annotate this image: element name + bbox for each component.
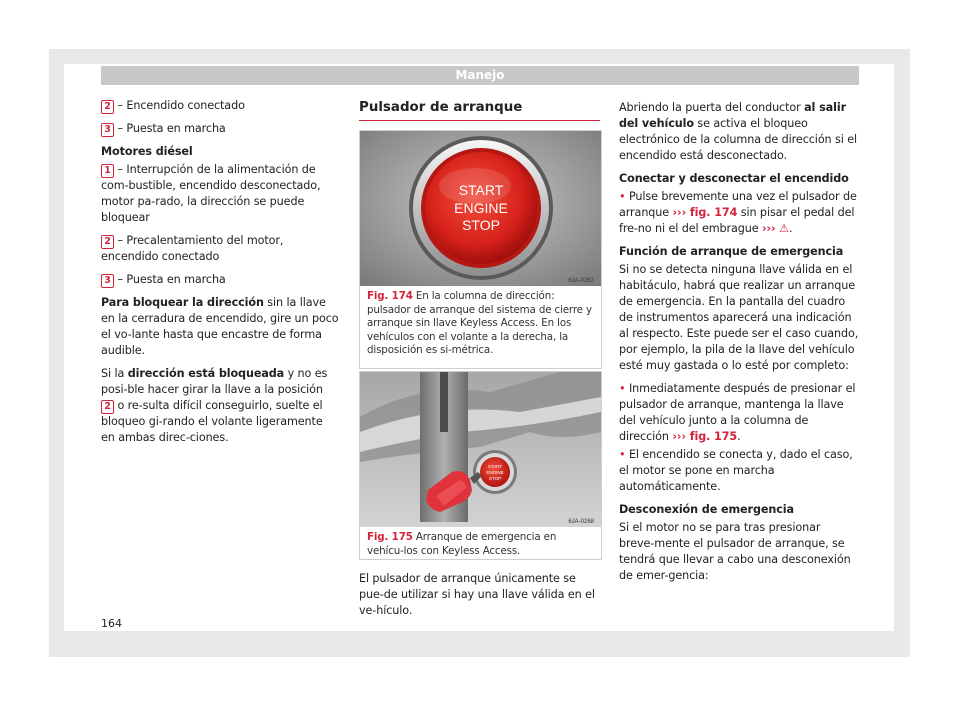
step-number-badge: 1 — [101, 164, 114, 178]
figure-174 — [359, 130, 602, 369]
page-number: 164 — [101, 617, 122, 630]
button-text-engine: ENGINE — [454, 200, 508, 216]
paragraph-text: y no es posi-ble hacer girar la llave a la posición — [101, 367, 328, 396]
figure-175 — [359, 371, 602, 560]
section-header: Manejo — [101, 66, 859, 85]
diesel-heading: Motores diésel — [101, 145, 193, 158]
subheading: Desconexión de emergencia — [619, 503, 794, 516]
list-item-text: El encendido se conecta y, dado el caso, el motor se pone en marcha automáticamente. — [619, 448, 853, 493]
bold-term: Para bloquear la dirección — [101, 296, 264, 309]
paragraph-text: Abriendo la puerta del conductor — [619, 101, 805, 114]
figure-code: 6JA-0267 — [568, 278, 594, 284]
paragraph-text: se activa el bloqueo electrónico de la columna de dirección si el encendido está desconectado. — [619, 117, 857, 162]
reference-arrows-icon: ››› — [762, 222, 776, 235]
paragraph-text: Si la — [101, 367, 128, 380]
list-item-text: Inmediatamente después de presionar el pulsador de arranque, mantenga la llave del vehículo junto a la columna de dirección — [619, 382, 856, 443]
button-text-stop: STOP — [488, 476, 502, 481]
figure-caption-text: Arranque de emergencia en vehícu-los con Keyless Access. — [367, 531, 557, 557]
list-item-text: – Puesta en marcha — [114, 273, 226, 286]
button-text-stop: STOP — [462, 217, 500, 233]
section-title: Pulsador de arranque — [359, 100, 600, 121]
reference-arrows-icon: ››› — [672, 206, 687, 219]
bold-term: al salir del vehículo — [619, 101, 846, 130]
figure-caption — [367, 290, 595, 358]
paragraph: El pulsador de arranque únicamente se pue-de utilizar si hay una llave válida en el ve-hículo. — [359, 572, 595, 617]
step-number-badge: 2 — [101, 235, 114, 249]
subheading: Conectar y desconectar el encendido — [619, 172, 849, 185]
list-item-text: – Encendido conectado — [114, 99, 245, 112]
bullet-icon: • — [619, 448, 629, 461]
list-item-text: – Interrupción de la alimentación de com-bustible, encendido desconectado, motor pa-rado, la dirección se puede bloquear — [101, 163, 321, 224]
button-text-start: START — [458, 182, 504, 198]
figure-code: 6JA-0268 — [568, 519, 594, 525]
list-item: • Pulse brevemente una vez el pulsador de arranque ››› fig. 174 sin pisar el pedal del fre-no ni el del embrague ››› ⚠. — [619, 190, 857, 235]
bullet-icon: • — [619, 190, 629, 203]
bold-term: dirección está bloqueada — [127, 367, 285, 380]
figure-reference-link[interactable]: fig. 174 — [686, 206, 738, 219]
paragraph-text: o re-sulta difícil conseguirlo, suelte el bloqueo gi-rando el volante ligeramente en ambas direc-ciones. — [101, 399, 323, 444]
step-number-badge: 2 — [101, 400, 114, 414]
list-item-text: Pulse brevemente una vez el pulsador de arranque — [619, 190, 857, 219]
emergency-start-image — [360, 372, 601, 527]
figure-label: Fig. 175 — [367, 531, 413, 543]
warning-icon[interactable]: ⚠ — [779, 222, 789, 235]
paragraph-text: sin la llave en la cerradura de encendido, gire un poco el vo-lante hasta que encastre de forma audible. — [101, 296, 339, 357]
list-item — [101, 162, 339, 226]
bullet-icon: • — [619, 382, 629, 395]
step-number-badge: 3 — [101, 274, 114, 288]
figure-caption-text: En la columna de dirección: pulsador de arranque del sistema de cierre y arranque sin llave Keyless Access. En los vehículos con el volante a la derecha, la disposición es si-métrica. — [367, 290, 592, 356]
button-text-engine: ENGINE — [486, 470, 504, 475]
list-item — [101, 121, 339, 137]
figure-label: Fig. 174 — [367, 290, 413, 302]
list-item-text: – Puesta en marcha — [114, 122, 226, 135]
list-item-text: sin pisar el pedal del fre-no ni el del embrague — [619, 206, 855, 235]
paragraph: Si el motor no se para tras presionar breve-mente el pulsador de arranque, se tendrá que llevar a cabo una desconexión de emer-gencia: — [619, 521, 851, 582]
step-number-badge: 3 — [101, 123, 114, 137]
figure-caption — [367, 531, 595, 558]
list-item — [619, 447, 859, 495]
subheading: Función de arranque de emergencia — [619, 245, 844, 258]
paragraph — [101, 295, 339, 359]
step-number-badge: 2 — [101, 100, 114, 114]
list-item: • Inmediatamente después de presionar el pulsador de arranque, mantenga la llave del vehículo junto a la columna de dirección ››› fig. 175. — [619, 382, 856, 443]
list-item-text: – Precalentamiento del motor, encendido conectado — [101, 234, 284, 263]
list-item — [101, 98, 339, 114]
right-column — [619, 100, 859, 584]
paragraph: Si no se detecta ninguna llave válida en el habitáculo, habrá que realizar un arranque de emergencia. En la pantalla del cuadro de instrumentos aparecerá una indicación al respecto. Este puede ser el caso cuando, por ejemplo, la pila de la llave del vehículo esté muy gastada o lo esté por completo: — [619, 263, 859, 372]
list-item — [101, 272, 339, 288]
start-engine-button-image — [360, 131, 601, 286]
reference-arrows-icon: ››› — [672, 430, 686, 443]
paragraph — [619, 100, 859, 164]
left-column — [101, 98, 339, 446]
figure-reference-link[interactable]: fig. 175 — [685, 430, 738, 443]
paragraph — [101, 366, 339, 446]
button-text-start: START — [487, 464, 503, 469]
list-item — [101, 233, 339, 265]
